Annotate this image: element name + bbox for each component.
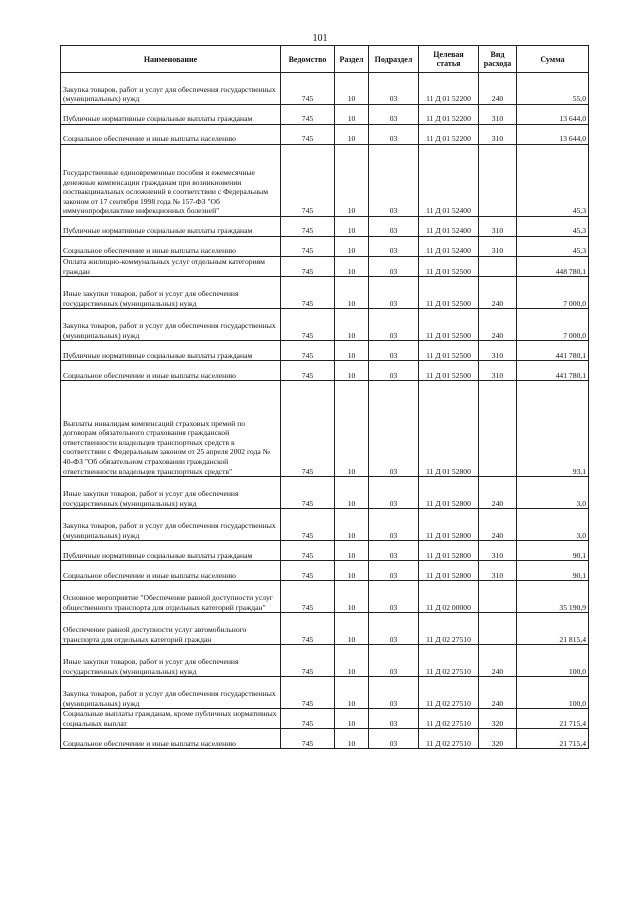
row-dept: 745 — [281, 237, 335, 257]
row-dept: 745 — [281, 361, 335, 381]
row-section: 10 — [335, 709, 369, 729]
row-target: 11 Д 01 52500 — [419, 277, 479, 309]
row-type: 240 — [479, 309, 517, 341]
row-target: 11 Д 01 52400 — [419, 145, 479, 217]
row-section: 10 — [335, 73, 369, 105]
row-section: 10 — [335, 105, 369, 125]
row-target: 11 Д 01 52200 — [419, 105, 479, 125]
row-section: 10 — [335, 381, 369, 477]
row-section: 10 — [335, 341, 369, 361]
row-section: 10 — [335, 309, 369, 341]
row-target: 11 Д 01 52800 — [419, 509, 479, 541]
row-dept: 745 — [281, 105, 335, 125]
row-type: 240 — [479, 477, 517, 509]
table-row — [61, 361, 589, 381]
row-type: 240 — [479, 277, 517, 309]
row-amount: 448 780,1 — [517, 257, 589, 277]
table-row — [61, 709, 589, 729]
table-row — [61, 677, 589, 709]
row-subsection: 03 — [369, 541, 419, 561]
row-dept: 745 — [281, 709, 335, 729]
header-type: Вид расхода — [479, 46, 517, 73]
row-name: Выплаты инвалидам компенсаций страховых премий по договорам обязательного страхования гражданской ответственности владельцев транспортных средств в соответствии с Федеральным законом от 25 апреля 2002 года № 40-ФЗ "Об обязательном страховании гражданской ответственности владельцев транспортных средств" — [61, 381, 281, 477]
table-row — [61, 257, 589, 277]
row-target: 11 Д 01 52500 — [419, 361, 479, 381]
row-dept: 745 — [281, 341, 335, 361]
row-section: 10 — [335, 645, 369, 677]
row-section: 10 — [335, 561, 369, 581]
row-name: Основное мероприятие "Обеспечение равной доступности услуг общественного транспорта для отдельных категорий граждан" — [61, 581, 281, 613]
row-subsection: 03 — [369, 509, 419, 541]
header-dept: Ведомство — [281, 46, 335, 73]
row-name: Оплата жилищно-коммунальных услуг отдельным категориям граждан — [61, 257, 281, 277]
row-type: 310 — [479, 361, 517, 381]
row-section: 10 — [335, 361, 369, 381]
page-number: 101 — [312, 33, 328, 44]
row-section: 10 — [335, 729, 369, 749]
row-name: Публичные нормативные социальные выплаты гражданам — [61, 341, 281, 361]
table-row — [61, 217, 589, 237]
row-type: 240 — [479, 509, 517, 541]
row-type: 240 — [479, 677, 517, 709]
row-amount: 45,3 — [517, 237, 589, 257]
row-target: 11 Д 02 27510 — [419, 645, 479, 677]
row-name: Социальное обеспечение и иные выплаты населению — [61, 237, 281, 257]
row-subsection: 03 — [369, 145, 419, 217]
row-subsection: 03 — [369, 73, 419, 105]
row-name: Социальное обеспечение и иные выплаты населению — [61, 361, 281, 381]
row-name: Социальное обеспечение и иные выплаты населению — [61, 125, 281, 145]
table-row — [61, 581, 589, 613]
row-target: 11 Д 02 27510 — [419, 729, 479, 749]
row-subsection: 03 — [369, 581, 419, 613]
row-amount: 100,0 — [517, 677, 589, 709]
row-subsection: 03 — [369, 341, 419, 361]
row-amount: 45,3 — [517, 145, 589, 217]
row-target: 11 Д 01 52400 — [419, 217, 479, 237]
row-dept: 745 — [281, 561, 335, 581]
row-subsection: 03 — [369, 257, 419, 277]
row-type: 310 — [479, 217, 517, 237]
budget-table — [60, 45, 589, 749]
row-dept: 745 — [281, 645, 335, 677]
row-name: Социальные выплаты гражданам, кроме публичных нормативных социальных выплат — [61, 709, 281, 729]
row-dept: 745 — [281, 677, 335, 709]
row-amount: 21 715,4 — [517, 709, 589, 729]
row-section: 10 — [335, 257, 369, 277]
row-name: Обеспечение равной доступности услуг автомобильного транспорта для отдельных категорий граждан — [61, 613, 281, 645]
header-subsection: Подраздел — [369, 46, 419, 73]
table-row — [61, 509, 589, 541]
row-target: 11 Д 01 52500 — [419, 341, 479, 361]
header-target: Целевая статья — [419, 46, 479, 73]
row-dept: 745 — [281, 509, 335, 541]
row-type: 310 — [479, 341, 517, 361]
row-dept: 745 — [281, 309, 335, 341]
row-name: Закупка товаров, работ и услуг для обеспечения государственных (муниципальных) нужд — [61, 309, 281, 341]
row-target: 11 Д 01 52800 — [419, 561, 479, 581]
row-name: Закупка товаров, работ и услуг для обеспечения государственных (муниципальных) нужд — [61, 509, 281, 541]
row-amount: 55,0 — [517, 73, 589, 105]
row-subsection: 03 — [369, 125, 419, 145]
row-target: 11 Д 01 52400 — [419, 237, 479, 257]
row-type: 310 — [479, 541, 517, 561]
row-amount: 7 000,0 — [517, 277, 589, 309]
row-name: Иные закупки товаров, работ и услуг для обеспечения государственных (муниципальных) нужд — [61, 277, 281, 309]
row-name: Социальное обеспечение и иные выплаты населению — [61, 729, 281, 749]
header-row — [61, 46, 589, 73]
row-target: 11 Д 01 52800 — [419, 541, 479, 561]
row-name: Публичные нормативные социальные выплаты гражданам — [61, 217, 281, 237]
row-section: 10 — [335, 125, 369, 145]
row-type — [479, 145, 517, 217]
row-subsection: 03 — [369, 105, 419, 125]
table-row — [61, 561, 589, 581]
row-subsection: 03 — [369, 613, 419, 645]
table-row — [61, 125, 589, 145]
row-type — [479, 581, 517, 613]
row-amount: 35 190,9 — [517, 581, 589, 613]
row-type: 320 — [479, 729, 517, 749]
row-dept: 745 — [281, 277, 335, 309]
row-section: 10 — [335, 581, 369, 613]
row-amount: 13 644,0 — [517, 105, 589, 125]
table-row — [61, 237, 589, 257]
row-type: 310 — [479, 105, 517, 125]
row-dept: 745 — [281, 613, 335, 645]
row-section: 10 — [335, 217, 369, 237]
row-amount: 21 815,4 — [517, 613, 589, 645]
table-row — [61, 381, 589, 477]
row-subsection: 03 — [369, 729, 419, 749]
row-subsection: 03 — [369, 381, 419, 477]
row-type: 320 — [479, 709, 517, 729]
row-target: 11 Д 01 52500 — [419, 309, 479, 341]
row-amount: 13 644,0 — [517, 125, 589, 145]
table-row — [61, 477, 589, 509]
row-amount: 21 715,4 — [517, 729, 589, 749]
row-name: Закупка товаров, работ и услуг для обеспечения государственных (муниципальных) нужд — [61, 73, 281, 105]
row-amount: 90,1 — [517, 561, 589, 581]
row-type: 240 — [479, 645, 517, 677]
table-row — [61, 729, 589, 749]
row-subsection: 03 — [369, 677, 419, 709]
row-dept: 745 — [281, 73, 335, 105]
row-name: Социальное обеспечение и иные выплаты населению — [61, 561, 281, 581]
row-name: Иные закупки товаров, работ и услуг для обеспечения государственных (муниципальных) нужд — [61, 477, 281, 509]
row-subsection: 03 — [369, 217, 419, 237]
row-subsection: 03 — [369, 277, 419, 309]
table-row — [61, 541, 589, 561]
row-amount: 45,3 — [517, 217, 589, 237]
table-row — [61, 105, 589, 125]
row-section: 10 — [335, 237, 369, 257]
header-amount: Сумма — [517, 46, 589, 73]
row-name: Иные закупки товаров, работ и услуг для обеспечения государственных (муниципальных) нужд — [61, 645, 281, 677]
table-row — [61, 309, 589, 341]
row-type — [479, 257, 517, 277]
row-type: 310 — [479, 561, 517, 581]
row-section: 10 — [335, 677, 369, 709]
row-type: 240 — [479, 73, 517, 105]
row-dept: 745 — [281, 145, 335, 217]
row-name: Публичные нормативные социальные выплаты гражданам — [61, 541, 281, 561]
row-name: Государственные единовременные пособия и ежемесячные денежные компенсации гражданам при возникновении поствакцинальных осложнений в соответствии с Федеральным законом от 17 сентября 1998 года № 157-ФЗ "Об иммунопрофилактике инфекционных болезней" — [61, 145, 281, 217]
row-dept: 745 — [281, 541, 335, 561]
row-section: 10 — [335, 509, 369, 541]
row-amount: 3,0 — [517, 509, 589, 541]
row-subsection: 03 — [369, 477, 419, 509]
table-row — [61, 145, 589, 217]
row-type: 310 — [479, 237, 517, 257]
row-section: 10 — [335, 145, 369, 217]
row-dept: 745 — [281, 581, 335, 613]
row-section: 10 — [335, 541, 369, 561]
row-amount: 90,1 — [517, 541, 589, 561]
row-target: 11 Д 01 52200 — [419, 125, 479, 145]
row-dept: 745 — [281, 729, 335, 749]
table-row — [61, 277, 589, 309]
row-target: 11 Д 02 27510 — [419, 677, 479, 709]
row-name: Публичные нормативные социальные выплаты гражданам — [61, 105, 281, 125]
row-amount: 441 780,1 — [517, 361, 589, 381]
row-dept: 745 — [281, 217, 335, 237]
row-dept: 745 — [281, 257, 335, 277]
row-subsection: 03 — [369, 709, 419, 729]
header-name: Наименование — [61, 46, 281, 73]
row-section: 10 — [335, 613, 369, 645]
row-target: 11 Д 02 27510 — [419, 709, 479, 729]
row-target: 11 Д 01 52800 — [419, 477, 479, 509]
header-section: Раздел — [335, 46, 369, 73]
row-amount: 93,1 — [517, 381, 589, 477]
row-subsection: 03 — [369, 309, 419, 341]
row-target: 11 Д 02 00000 — [419, 581, 479, 613]
row-dept: 745 — [281, 477, 335, 509]
row-dept: 745 — [281, 125, 335, 145]
row-target: 11 Д 01 52800 — [419, 381, 479, 477]
row-section: 10 — [335, 477, 369, 509]
row-type — [479, 381, 517, 477]
table-row — [61, 73, 589, 105]
row-target: 11 Д 01 52200 — [419, 73, 479, 105]
table-row — [61, 613, 589, 645]
row-subsection: 03 — [369, 237, 419, 257]
row-amount: 7 000,0 — [517, 309, 589, 341]
row-subsection: 03 — [369, 645, 419, 677]
row-dept: 745 — [281, 381, 335, 477]
table-body — [61, 73, 589, 749]
row-amount: 100,0 — [517, 645, 589, 677]
row-type — [479, 613, 517, 645]
table-row — [61, 341, 589, 361]
row-name: Закупка товаров, работ и услуг для обеспечения государственных (муниципальных) нужд — [61, 677, 281, 709]
row-target: 11 Д 01 52500 — [419, 257, 479, 277]
row-section: 10 — [335, 277, 369, 309]
row-target: 11 Д 02 27510 — [419, 613, 479, 645]
row-type: 310 — [479, 125, 517, 145]
row-amount: 3,0 — [517, 477, 589, 509]
row-amount: 441 780,1 — [517, 341, 589, 361]
row-subsection: 03 — [369, 561, 419, 581]
table-row — [61, 645, 589, 677]
row-subsection: 03 — [369, 361, 419, 381]
